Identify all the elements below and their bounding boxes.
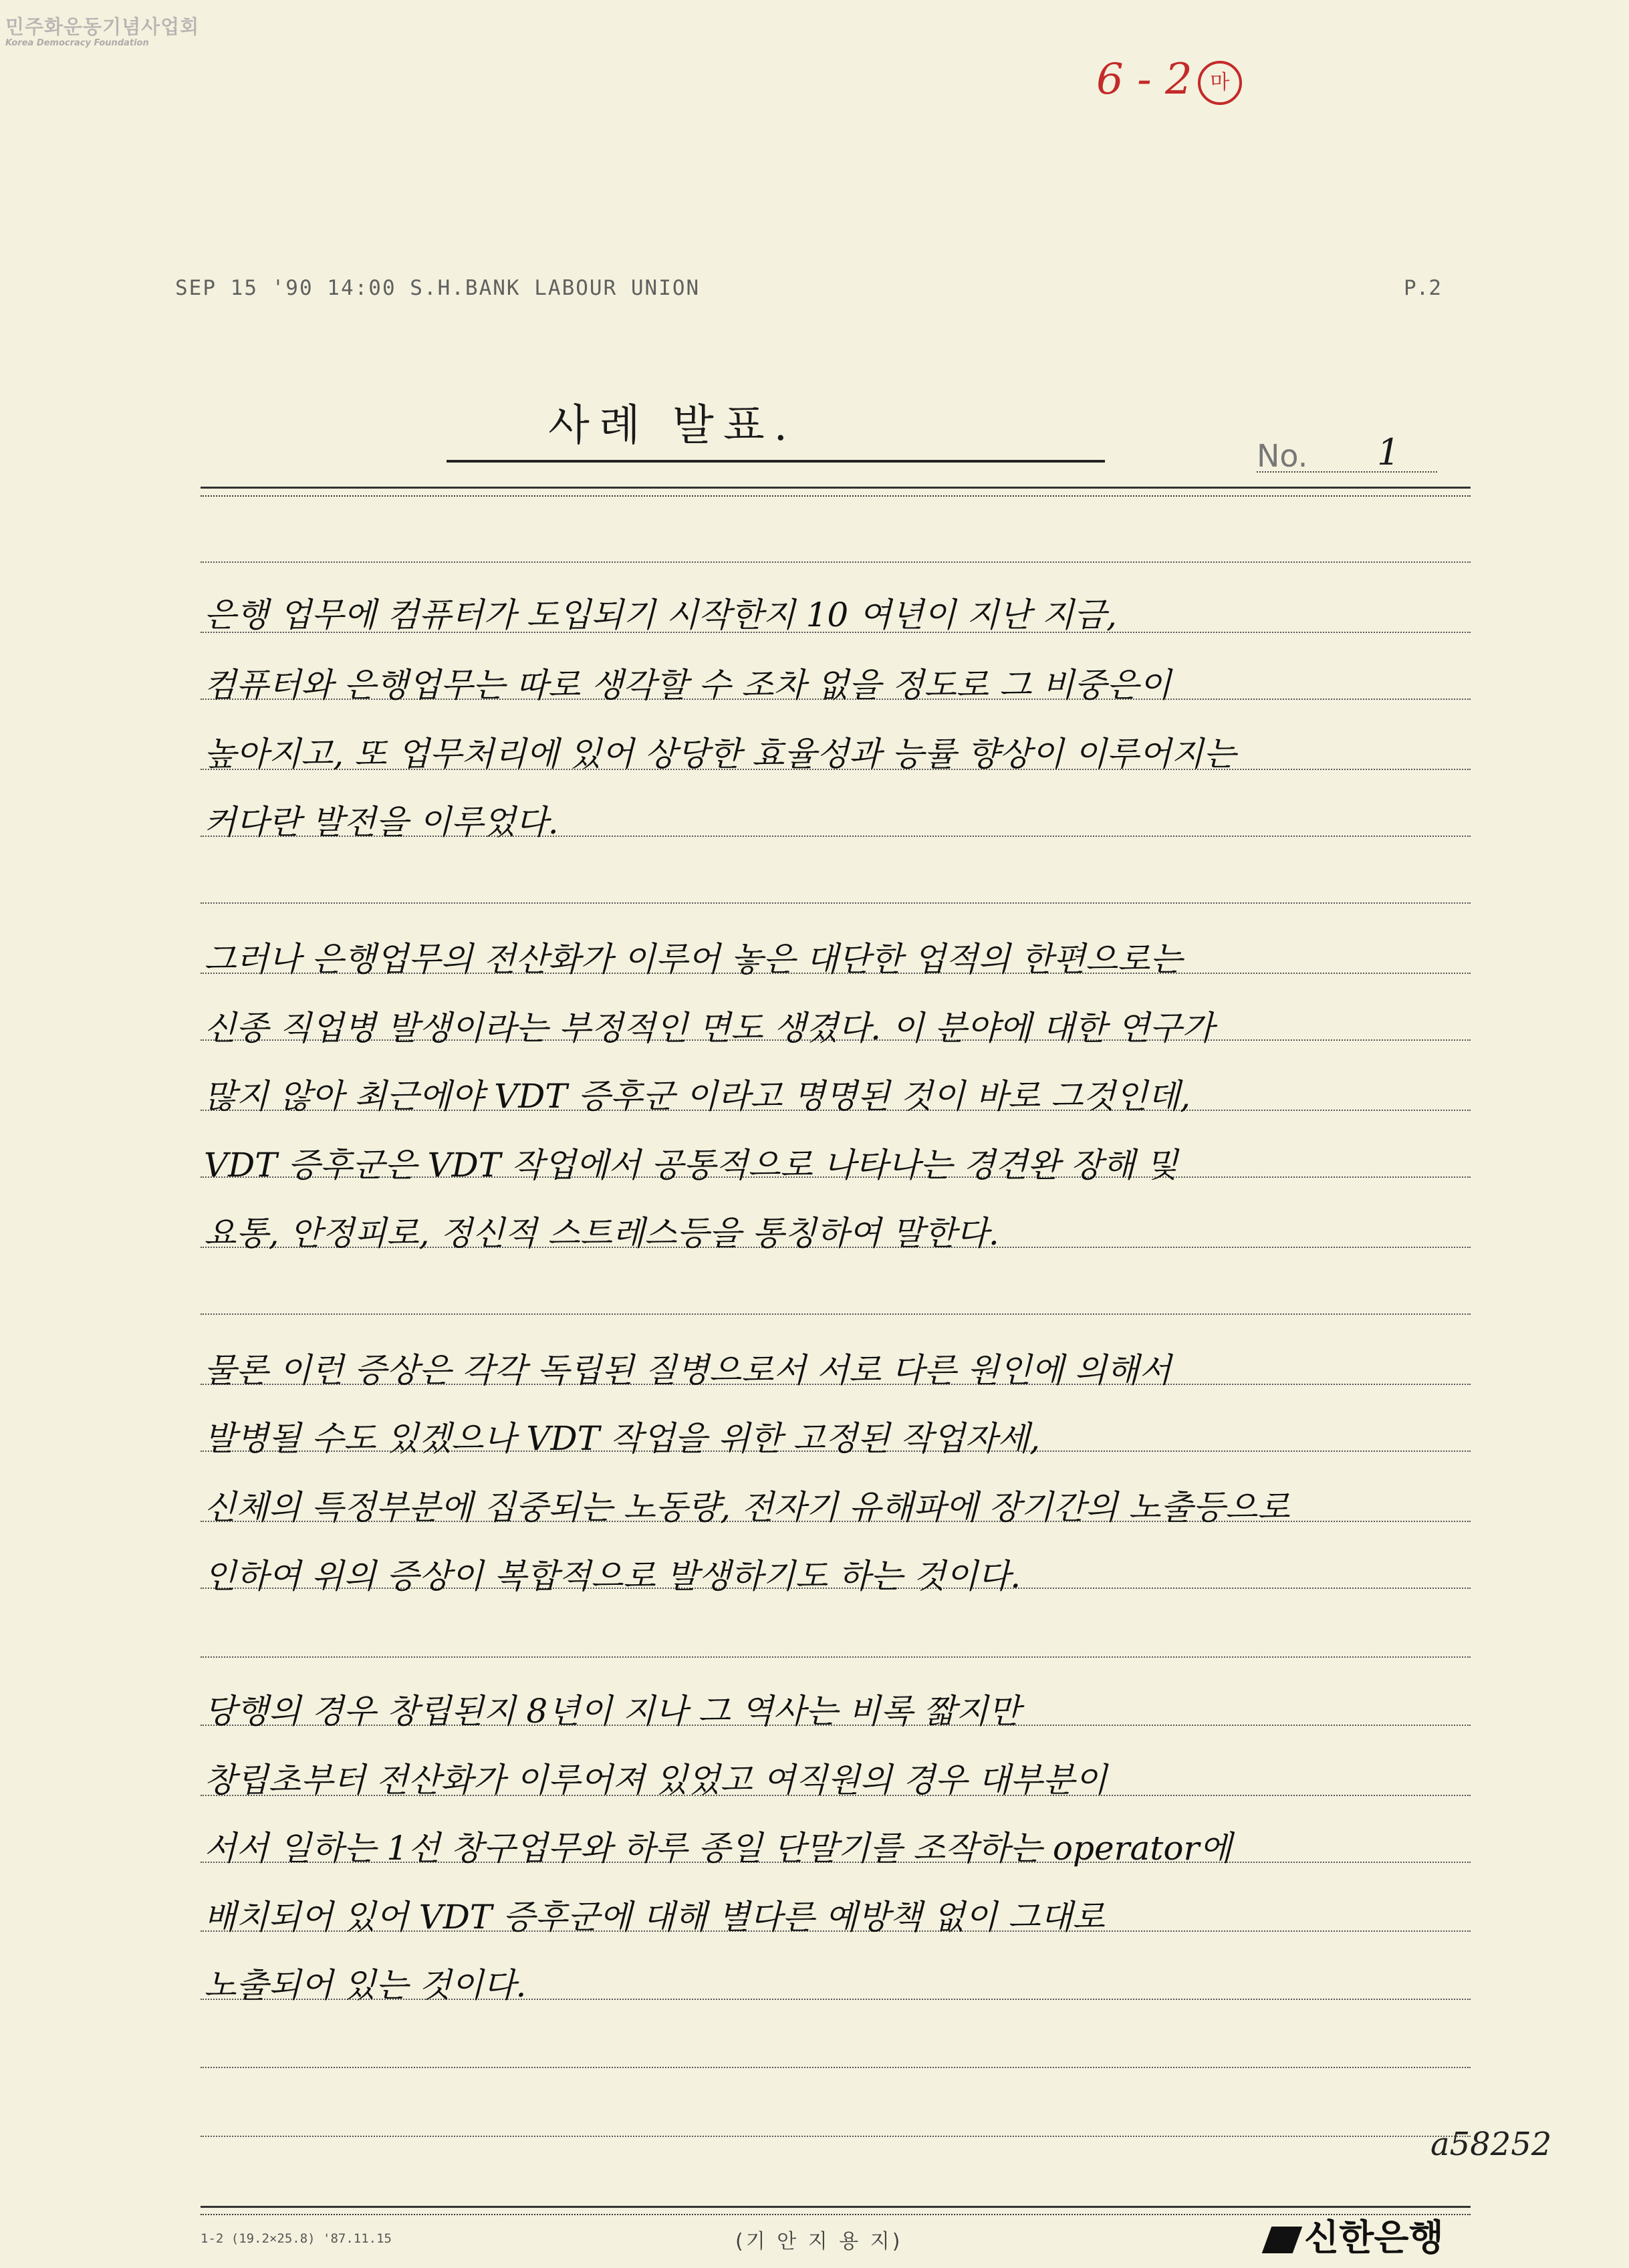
body-line: 많지 않아 최근에야 VDT 증후군 이라고 명명된 것이 바로 그것인데, <box>204 1077 1191 1116</box>
body-line: 창립초부터 전산화가 이루어져 있었고 여직원의 경우 대부분이 <box>204 1761 1108 1799</box>
bank-name <box>1267 2209 1444 2261</box>
watermark-korean: 민주화운동기념사업회 <box>5 15 200 38</box>
body-line: 은행 업무에 컴퓨터가 도입되기 시작한지 10 여년이 지난 지금, <box>204 596 1117 634</box>
document-number: a58252 <box>1430 2126 1552 2163</box>
fax-header: SEP 15 '90 14:00 S.H.BANK LABOUR UNION <box>175 276 701 300</box>
ruled-line <box>201 1656 1471 1658</box>
body-line: 신체의 특정부분에 집중되는 노동량, 전자기 유해파에 장기간의 노출등으로 <box>204 1488 1290 1527</box>
body-line: 인하여 위의 증상이 복합적으로 발생하기도 하는 것이다. <box>204 1557 1021 1596</box>
ruled-line <box>201 561 1471 563</box>
watermark <box>5 12 206 48</box>
title-underline <box>447 460 1105 463</box>
body-line: 배치되어 있어 VDT 증후군에 대해 별다른 예방책 없이 그대로 <box>204 1898 1105 1936</box>
ruled-line <box>201 2067 1471 2068</box>
footer-rule <box>201 2206 1471 2208</box>
ruled-line <box>201 2136 1471 2137</box>
body-line: 요통, 안정피로, 정신적 스트레스등을 통칭하여 말한다. <box>204 1214 999 1253</box>
body-line: 당행의 경우 창립된지 8년이 지나 그 역사는 비록 짧지만 <box>204 1692 1021 1731</box>
body-line: 노출되어 있는 것이다. <box>204 1966 527 2005</box>
form-code: 1-2 (19.2×25.8) '87.11.15 <box>201 2231 392 2246</box>
number-underline <box>1257 471 1437 473</box>
form-label: (기 안 지 용 지) <box>735 2230 903 2253</box>
number-value: 1 <box>1377 431 1400 473</box>
body-line: 신종 직업병 발생이라는 부정적인 면도 생겼다. 이 분야에 대한 연구가 <box>204 1009 1215 1047</box>
fax-page-number: P.2 <box>1404 276 1441 300</box>
header-rule <box>201 487 1471 489</box>
header-dotted-rule <box>201 495 1471 497</box>
ruled-line <box>201 1313 1471 1315</box>
red-circled-mark: 마 <box>1198 61 1242 105</box>
body-line: 커다란 발전을 이루었다. <box>204 803 559 842</box>
number-label: No. <box>1257 438 1308 474</box>
body-line: 물론 이런 증상은 각각 독립된 질병으로서 서로 다른 원인에 의해서 <box>204 1351 1172 1390</box>
watermark-english: Korea Democracy Foundation <box>5 38 149 48</box>
red-note-text: 6 - 2 <box>1096 55 1193 104</box>
handwritten-red-note <box>1096 55 1242 105</box>
body-line: 발병될 수도 있겠으나 VDT 작업을 위한 고정된 작업자세, <box>204 1419 1040 1458</box>
body-line: VDT 증후군은 VDT 작업에서 공통적으로 나타나는 경견완 장해 및 <box>204 1146 1178 1184</box>
body-line: 컴퓨터와 은행업무는 따로 생각할 수 조차 없을 정도로 그 비중은이 <box>204 666 1172 705</box>
body-line: 서서 일하는 1선 창구업무와 하루 종일 단말기를 조작하는 operator에 <box>204 1829 1232 1868</box>
body-line: 높아지고, 또 업무처리에 있어 상당한 효율성과 능률 향상이 이루어지는 <box>204 735 1236 773</box>
bank-logo-icon <box>1262 2227 1303 2253</box>
ruled-line <box>201 902 1471 904</box>
document-title: 사례 발표. <box>548 401 797 451</box>
body-line: 그러나 은행업무의 전산화가 이루어 놓은 대단한 업적의 한편으로는 <box>204 940 1182 979</box>
bank-name-text: 신한은행 <box>1304 2217 1444 2259</box>
